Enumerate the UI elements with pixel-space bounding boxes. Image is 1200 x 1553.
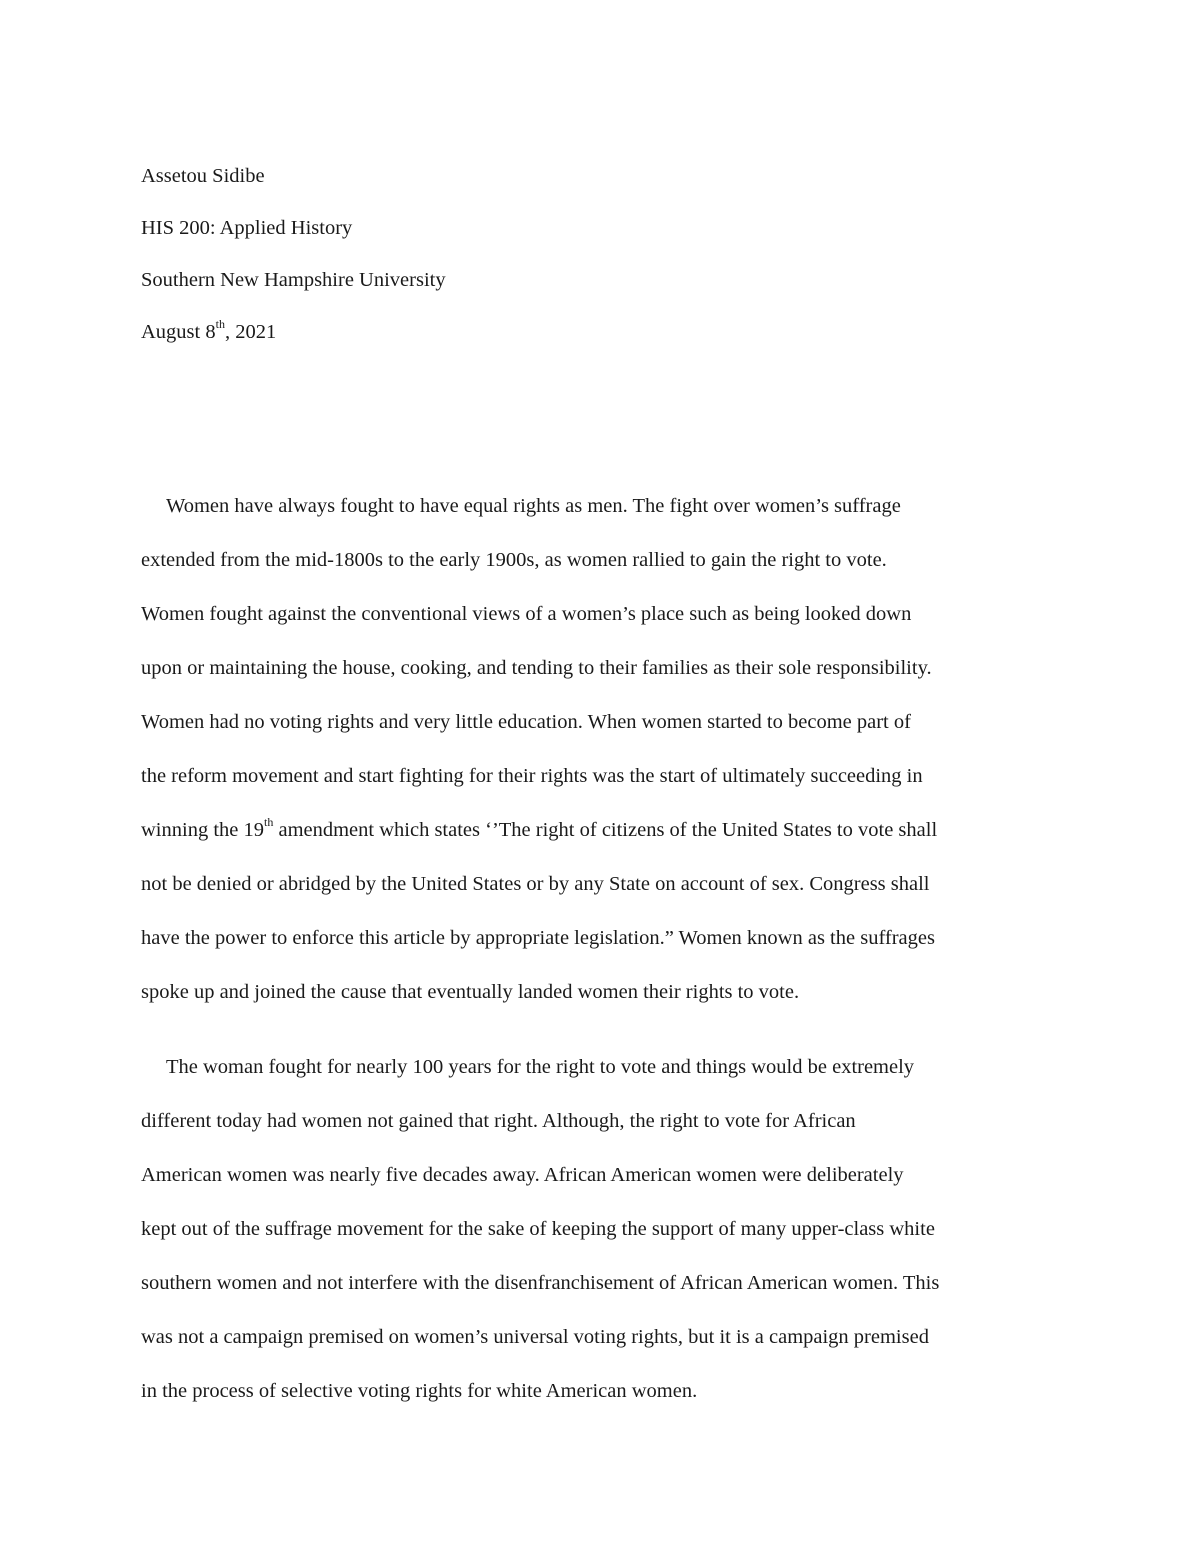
paragraph-line: the reform movement and start fighting for their rights was the start of ultimately succeeding in [141, 765, 923, 787]
line-text-after-ordinal: amendment which states ‘’The right of citizens of the United States to vote shall [273, 819, 938, 841]
paragraph-line: American women was nearly five decades away. African American women were deliberately [141, 1164, 904, 1186]
paragraph-line: The woman fought for nearly 100 years for the right to vote and things would be extremely [166, 1056, 915, 1078]
paragraph-line: Women have always fought to have equal rights as men. The fight over women’s suffrage [166, 495, 901, 517]
paragraph-line [141, 803, 1061, 857]
document-header [141, 150, 1061, 358]
amendment-ordinal-suffix: th [264, 815, 274, 830]
document-date [141, 306, 1061, 358]
paragraph-line: different today had women not gained that right. Although, the right to vote for African [141, 1110, 856, 1132]
institution-name: Southern New Hampshire University [141, 269, 446, 291]
paragraph-line: have the power to enforce this article by appropriate legislation.” Women known as the suffrages [141, 927, 935, 949]
paragraph-line: southern women and not interfere with the disenfranchisement of African American women. This [141, 1272, 940, 1294]
paragraph-line: Women had no voting rights and very little education. When women started to become part of [141, 711, 911, 733]
date-month-day: August 8 [141, 321, 216, 343]
body-paragraph-1 [141, 479, 1061, 1019]
paragraph-line: not be denied or abridged by the United States or by any State on account of sex. Congress shall [141, 873, 930, 895]
paragraph-line: Women fought against the conventional views of a women’s place such as being looked down [141, 603, 912, 625]
paragraph-line: kept out of the suffrage movement for the sake of keeping the support of many upper-class white [141, 1218, 935, 1240]
course-name: HIS 200: Applied History [141, 217, 353, 239]
paragraph-line: in the process of selective voting rights for white American women. [141, 1380, 698, 1402]
date-year: , 2021 [224, 321, 277, 343]
paragraph-line: extended from the mid-1800s to the early 1900s, as women rallied to gain the right to vote. [141, 549, 887, 571]
author-name: Assetou Sidibe [141, 165, 265, 187]
paragraph-line: upon or maintaining the house, cooking, and tending to their families as their sole responsibility. [141, 657, 932, 679]
paragraph-line: spoke up and joined the cause that eventually landed women their rights to vote. [141, 981, 800, 1003]
date-ordinal-suffix: th [215, 317, 225, 332]
paragraph-line: was not a campaign premised on women’s universal voting rights, but it is a campaign premised [141, 1326, 929, 1348]
body-paragraph-2 [141, 1040, 1061, 1418]
line-text-before-ordinal: winning the 19 [141, 819, 264, 841]
